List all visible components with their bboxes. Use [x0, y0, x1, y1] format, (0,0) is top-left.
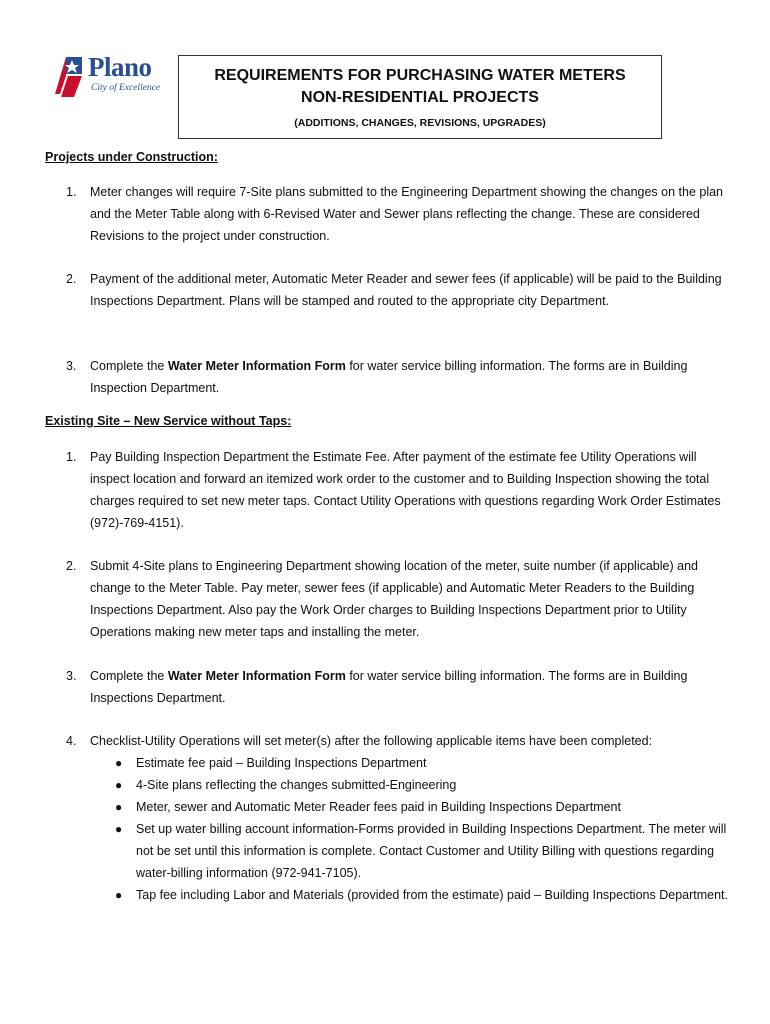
- item-number: 1.: [66, 450, 77, 464]
- item-number: 3.: [66, 669, 77, 683]
- list-item: [44, 181, 734, 247]
- list-item: [44, 730, 734, 906]
- title-box: [178, 55, 662, 139]
- bullet-icon: ●: [115, 888, 123, 902]
- item-text-post: for water service billing information. The forms are in Building Inspections Department.: [90, 669, 688, 705]
- existing-site-list-3: [44, 665, 734, 709]
- construction-list-3: [44, 355, 734, 399]
- form-name: Water Meter Information Form: [167, 669, 346, 683]
- list-item: [44, 355, 734, 399]
- title-line-2: NON-RESIDENTIAL PROJECTS: [301, 89, 539, 106]
- checklist-text: Set up water billing account information-Forms provided in Building Inspections Department. The meter will not be set until this information is complete. Contact Customer and Utility Billing with questions regarding water-billing information (972-941-7105).: [136, 822, 727, 880]
- title-line-1: REQUIREMENTS FOR PURCHASING WATER METERS: [214, 67, 626, 84]
- logo-wordmark: Plano: [88, 52, 152, 82]
- item-text: Checklist-Utility Operations will set meter(s) after the following applicable items have been completed:: [90, 734, 653, 748]
- item-text-post: for water service billing information. The forms are in Building Inspection Department.: [90, 359, 688, 395]
- bullet-icon: ●: [115, 822, 123, 836]
- checklist-item: [90, 774, 734, 796]
- section-heading-existing-site: Existing Site – New Service without Taps:: [45, 414, 292, 428]
- checklist: [90, 752, 734, 906]
- list-item: [44, 555, 734, 643]
- item-text-pre: Complete the: [90, 669, 168, 683]
- item-number: 1.: [66, 185, 77, 199]
- construction-list-2: [44, 268, 734, 312]
- checklist-text: 4-Site plans reflecting the changes submitted-Engineering: [136, 778, 457, 792]
- checklist-item: [90, 818, 734, 884]
- checklist-text: Tap fee including Labor and Materials (provided from the estimate) paid – Building Inspections Department.: [136, 888, 728, 902]
- plano-logo: [52, 54, 164, 100]
- logo-tagline: City of Excellence: [91, 83, 161, 93]
- title-subtitle: (ADDITIONS, CHANGES, REVISIONS, UPGRADES): [294, 117, 546, 129]
- construction-list: [44, 181, 734, 247]
- bullet-icon: ●: [115, 800, 123, 814]
- existing-site-list-2: [44, 555, 734, 643]
- checklist-item: [90, 884, 734, 906]
- checklist-text: Estimate fee paid – Building Inspections Department: [136, 756, 427, 770]
- item-text: Payment of the additional meter, Automatic Meter Reader and sewer fees (if applicable) will be paid to the Building Inspections Department. Plans will be stamped and routed to the appropriate city Department.: [90, 272, 722, 308]
- item-text: Submit 4-Site plans to Engineering Department showing location of the meter, suite number (if applicable) and change to the Meter Table. Pay meter, sewer fees (if applicable) and Automatic Meter Readers to the Building Inspections Department. Also pay the Work Order charges to Building Inspections Department prior to Utility Operations making new meter taps and installing the meter.: [90, 559, 698, 639]
- item-text: Meter changes will require 7-Site plans submitted to the Engineering Department showing the changes on the plan and the Meter Table along with 6-Revised Water and Sewer plans reflecting the change. These are considered Revisions to the project under construction.: [90, 185, 724, 243]
- bullet-icon: ●: [115, 778, 123, 792]
- list-item: [44, 665, 734, 709]
- star-flag-icon: [52, 54, 86, 98]
- checklist-item: [90, 752, 734, 774]
- item-number: 3.: [66, 359, 77, 373]
- form-name: Water Meter Information Form: [167, 359, 346, 373]
- item-number: 2.: [66, 559, 77, 573]
- checklist-text: Meter, sewer and Automatic Meter Reader fees paid in Building Inspections Department: [136, 800, 621, 814]
- existing-site-list-1: [44, 446, 734, 534]
- item-number: 4.: [66, 734, 77, 748]
- checklist-item: [90, 796, 734, 818]
- existing-site-list-4: [44, 730, 734, 906]
- section-heading-construction: Projects under Construction:: [45, 150, 218, 164]
- list-item: [44, 268, 734, 312]
- item-number: 2.: [66, 272, 77, 286]
- bullet-icon: ●: [115, 756, 123, 770]
- list-item: [44, 446, 734, 534]
- item-text: Pay Building Inspection Department the Estimate Fee. After payment of the estimate fee Utility Operations will inspect location and forward an itemized work order to the customer and to Building Inspection showing the total charges required to set new meter taps. Contact Utility Operations with questions regarding Work Order Estimates (972)-769-4151).: [90, 450, 721, 530]
- item-text-pre: Complete the: [90, 359, 168, 373]
